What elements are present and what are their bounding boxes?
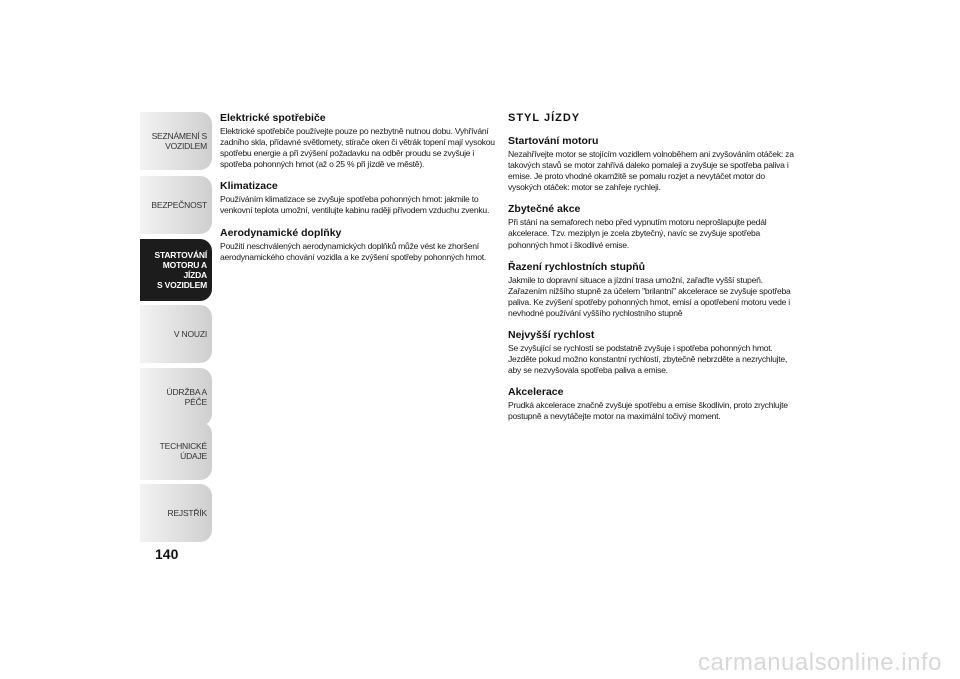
tab-label: BEZPEČNOST bbox=[151, 200, 207, 210]
section-heading: Akcelerace bbox=[508, 386, 564, 399]
section-heading: Nejvyšší rychlost bbox=[508, 329, 595, 342]
page-title: STYL JÍZDY bbox=[508, 112, 581, 124]
section-text: Jakmile to dopravní situace a jízdní trasa umožní, zařaďte vyšší stupeň. Zařazením nižšího stupně za účelem "brilantní" akcelerace se zvyšuje spotřeba paliva. Ke zvýšení spotřeby pohonných hmot, emisí a opotřebení motoru vede i nevhodné používání vyššího rychlostního stupně bbox=[508, 274, 791, 318]
section-text: Používáním klimatizace se zvyšuje spotřeba pohonných hmot: jakmile to venkovní teplota umožní, ventilujte kabinu raději přívodem vzduchu zvenku. bbox=[220, 194, 490, 216]
tab-label: V NOUZI bbox=[173, 329, 207, 339]
section-heading: Elektrické spotřebiče bbox=[220, 112, 326, 124]
left-column bbox=[220, 112, 495, 273]
watermark: carmanualsonline.info bbox=[698, 649, 942, 676]
tab-label: SEZNÁMENÍ S VOZIDLEM bbox=[151, 131, 207, 151]
page-number: 140 bbox=[155, 546, 179, 562]
tab-technicke-udaje[interactable] bbox=[140, 422, 212, 480]
section-heading: Aerodynamické doplňky bbox=[220, 226, 342, 239]
right-column bbox=[508, 112, 798, 433]
section-heading: Zbytečné akce bbox=[508, 203, 581, 216]
tab-label: STARTOVÁNÍ MOTORU A JÍZDA S VOZIDLEM bbox=[154, 250, 207, 290]
section-heading: Řazení rychlostních stupňů bbox=[508, 260, 646, 273]
section-text: Použití neschválených aerodynamických doplňků může vést ke zhoršení aerodynamického chování vozidla a ke zvýšení spotřeby pohonných hmot. bbox=[220, 240, 487, 262]
tab-rejstrik[interactable] bbox=[140, 484, 212, 542]
tab-udrzba-a-pece[interactable] bbox=[140, 368, 212, 426]
section-heading: Klimatizace bbox=[220, 180, 278, 193]
section-text: Nezahřívejte motor se stojícím vozidlem volnoběhem ani zvyšováním otáček: za takových stavů se motor zahřívá daleko pomaleji a zvyšuje se spotřeba paliva i emise. Je proto vhodné okamžitě se pomalu rozjet a nevytáčet motor do vysokých otáček: motor se zahřeje rychleji. bbox=[508, 149, 794, 193]
tab-seznameni-s-vozidlem[interactable] bbox=[140, 112, 212, 170]
tab-v-nouzi[interactable] bbox=[140, 305, 212, 363]
tab-label: TECHNICKÉ ÚDAJE bbox=[159, 441, 207, 461]
section-heading: Startování motoru bbox=[508, 135, 599, 147]
section-text: Prudká akcelerace značně zvyšuje spotřebu a emise škodlivin, proto zrychlujte postupně a nevytáčejte motor na maximální točivý moment. bbox=[508, 400, 788, 422]
tab-startovani-motoru[interactable] bbox=[140, 239, 212, 301]
section-text: Při stání na semaforech nebo před vypnutím motoru neprošlapujte pedál akcelerace. Tzv. meziplyn je zcela zbytečný, navíc se zvyšuje spotřeba pohonných hmot i škodlivé emise. bbox=[508, 217, 767, 250]
section-text: Se zvyšující se rychlostí se podstatně zvyšuje i spotřeba pohonných hmot. Jezděte pokud možno konstantní rychlostí, zbytečně nebrzděte a nezrychlujte, aby se nezvyšovala spotřeba paliva a emise. bbox=[508, 343, 788, 376]
section-text: Elektrické spotřebiče používejte pouze po nezbytně nutnou dobu. Vyhřívání zadního skla, přídavné světlomety, stírače oken či větrák topení mají vysokou spotřebu energie a při zvýšení požadavku na odběr proudu se zvyšuje i spotřeba pohonných hmot (až o 25 % při jízdě ve městě). bbox=[220, 126, 495, 170]
tab-label: REJSTŘÍK bbox=[167, 508, 207, 518]
tab-bezpecnost[interactable] bbox=[140, 176, 212, 234]
tab-label: ÚDRŽBA A PÉČE bbox=[166, 387, 207, 407]
